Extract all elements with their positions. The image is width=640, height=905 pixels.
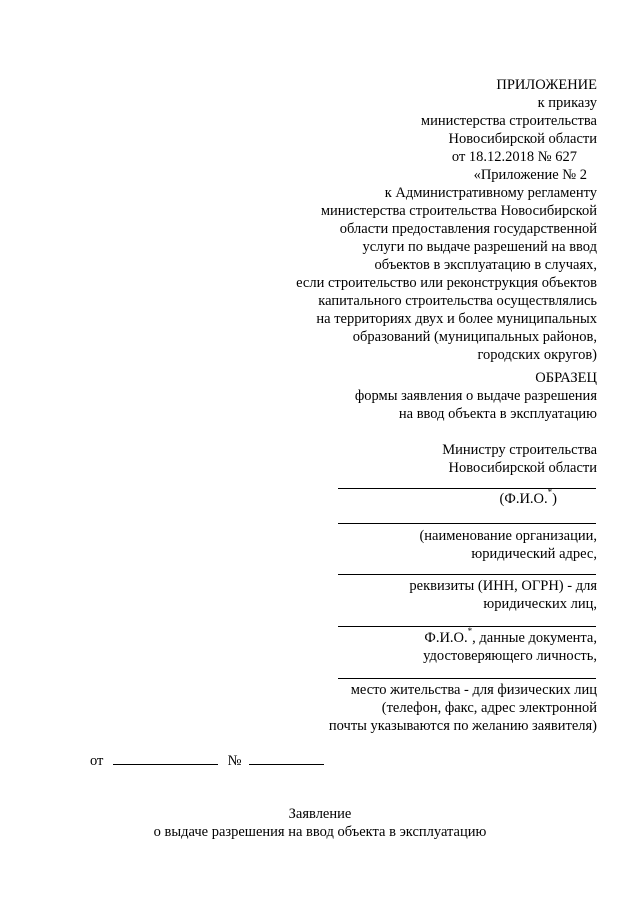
requisites-line2: юридических лиц, xyxy=(483,596,597,612)
appendix-region: Новосибирской области xyxy=(448,131,597,147)
from-label: от xyxy=(90,753,104,769)
residence-line xyxy=(338,678,596,679)
residence-caption xyxy=(329,681,597,735)
person-caption xyxy=(423,626,597,665)
residence-line3: почты указываются по желанию заявителя) xyxy=(328,718,597,734)
appendix2-line: на территориях двух и более муниципальных xyxy=(316,311,597,327)
fio-line xyxy=(338,488,596,489)
addressee xyxy=(442,441,597,477)
org-line2: юридический адрес, xyxy=(471,546,597,562)
date-number-row xyxy=(90,752,324,770)
appendix2-line: услуги по выдаче разрешений на ввод xyxy=(362,239,597,255)
appendix2-line: городских округов) xyxy=(477,347,597,363)
appendix2-line: к Административному регламенту xyxy=(384,185,597,201)
sample-title: ОБРАЗЕЦ xyxy=(535,370,597,386)
date-blank[interactable] xyxy=(113,752,218,765)
sample-heading xyxy=(355,369,597,423)
sample-line: формы заявления о выдаче разрешения xyxy=(354,388,597,404)
requisites-line xyxy=(338,574,596,575)
statement-heading xyxy=(0,805,640,841)
appendix2-header xyxy=(296,166,597,364)
requisites-line1: реквизиты (ИНН, ОГРН) - для xyxy=(409,578,597,594)
appendix-title: ПРИЛОЖЕНИЕ xyxy=(496,77,597,93)
requisites-caption xyxy=(409,577,597,613)
statement-title: Заявление xyxy=(288,806,352,822)
appendix-order-ref: к приказу xyxy=(537,95,597,111)
appendix2-line: области предоставления государственной xyxy=(339,221,597,237)
addressee-line: Новосибирской области xyxy=(448,460,597,476)
number-blank[interactable] xyxy=(249,752,324,765)
statement-subtitle: о выдаче разрешения на ввод объекта в эксплуатацию xyxy=(153,824,487,840)
appendix2-line: образований (муниципальных районов, xyxy=(352,329,597,345)
fio-close: ) xyxy=(552,491,557,507)
residence-line2: (телефон, факс, адрес электронной xyxy=(381,700,597,716)
person-fio: Ф.И.О. xyxy=(424,630,468,646)
person-line2: удостоверяющего личность, xyxy=(423,648,597,664)
org-line1: (наименование организации, xyxy=(419,528,597,544)
footnote-mark: * xyxy=(467,626,473,637)
org-line xyxy=(338,523,596,524)
residence-line1: место жительства - для физических лиц xyxy=(350,682,597,698)
person-rest: , данные документа, xyxy=(472,630,597,646)
fio-caption xyxy=(499,487,557,508)
person-line xyxy=(338,626,596,627)
appendix2-title: «Приложение № 2 xyxy=(473,167,587,183)
sample-line: на ввод объекта в эксплуатацию xyxy=(398,406,597,422)
fio-label: (Ф.И.О. xyxy=(499,491,548,507)
org-caption xyxy=(419,527,597,563)
appendix-header xyxy=(421,76,597,166)
number-label: № xyxy=(227,753,242,769)
appendix2-line: объектов в эксплуатацию в случаях, xyxy=(374,257,597,273)
addressee-line: Министру строительства xyxy=(442,442,597,458)
appendix-date: от 18.12.2018 № 627 xyxy=(451,149,577,165)
footnote-mark: * xyxy=(547,487,553,498)
appendix2-line: министерства строительства Новосибирской xyxy=(320,203,597,219)
appendix-ministry: министерства строительства xyxy=(420,113,597,129)
appendix2-line: если строительство или реконструкция объектов xyxy=(296,275,597,291)
appendix2-line: капитального строительства осуществлялись xyxy=(318,293,597,309)
